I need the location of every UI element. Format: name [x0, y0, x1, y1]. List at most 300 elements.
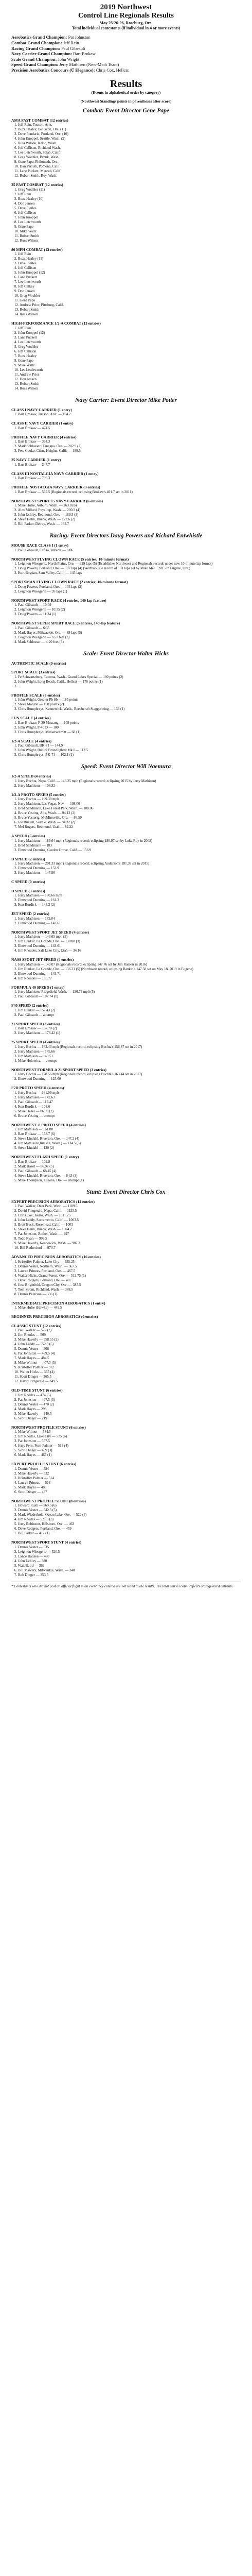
- document-dates: May 25-26-26, Roseburg, Ore.: [99, 21, 153, 26]
- champion-row: [11, 35, 241, 40]
- result-entry: 5. Russ Wilson, Kelso, Wash.: [14, 141, 57, 145]
- result-entry: 7. Lee Letchworth: [14, 280, 41, 284]
- result-entry: 2. Jim Rhodes — 569: [14, 1333, 46, 1337]
- result-entry: 5. Dennis Vester — 506: [14, 1347, 49, 1351]
- result-entry: 2. Jerry Mathison — 176.42 (1): [14, 1031, 60, 1035]
- event-block: [11, 1022, 241, 1036]
- event-block: [11, 1155, 241, 1183]
- event-title: BEGINNER PRECISION AEROBATICS (0 entries): [11, 1314, 98, 1319]
- result-entry: 3. Dennis Vester — 470 (2): [14, 1402, 54, 1406]
- event-title: NORTHWEST SPORT 15 NAVY CARRIER (6 entries): [11, 498, 103, 503]
- result-entry: 1. Greg Wochler (11): [14, 187, 45, 192]
- result-entry: 2. Bart Brokaw — 153.7 (6): [14, 1132, 56, 1136]
- result-entry: 2. Pat Johnston — 407.5 (3): [14, 1397, 55, 1402]
- event-block: [11, 457, 241, 467]
- result-entry: 3. Paul Gibeault — 117.47: [14, 1099, 53, 1104]
- results-note-2: (Northwest Standings points in parentheses after score): [80, 98, 172, 104]
- category-title: Speed: Event Director Will Naemura: [81, 764, 171, 770]
- result-entry: 4. Mark Schlosser — 4:20 feet (3): [14, 639, 64, 644]
- event-block: [11, 774, 241, 788]
- result-entry: 1. Jeff Rein: [14, 252, 31, 256]
- event-title: 25 FAST COMBAT (12 entries): [11, 182, 63, 187]
- event-title: AUTHENTIC SCALE (0 entries): [11, 660, 66, 666]
- event-title: NASS SPORT JET SPEED (4 entries): [11, 957, 74, 962]
- category-title: Racing: Event Directors Doug Powers and Richard Entwhistle: [49, 533, 203, 539]
- result-entry: 1. Mike Hulse (Hawke) — 449.5: [14, 1306, 62, 1310]
- result-entry: 8. Todd Ryan — 999.5: [14, 1236, 47, 1241]
- result-entry: 2. Jerry Mathisen — 145.66: [14, 1049, 55, 1054]
- event-block: [11, 1540, 241, 1578]
- event-title: CLASSIC STUNT (12 entries): [11, 1323, 62, 1328]
- result-entry: 7. Mark Hayes — 484.5: [14, 1356, 49, 1360]
- result-entry: 1. Jerry Buchta, Napa, Calif. — 146.25 mph (Regionals record; eclipsing 2015 by Jerry Mathison): [14, 778, 156, 783]
- event-title: D SPEED (3 entries): [11, 888, 45, 893]
- event-block: [11, 716, 241, 735]
- event-block: [11, 985, 241, 999]
- result-entry: 1. Paul Walker — 577 (2): [14, 1328, 52, 1332]
- result-entry: 2. Elmwood Dunning — 125.00: [14, 1077, 61, 1081]
- event-block: [11, 485, 241, 495]
- result-entry: 10. Lee Letchworth: [14, 367, 43, 372]
- champion-name: Pat Johnston: [67, 35, 91, 40]
- champion-label: Speed Grand Champion:: [11, 62, 59, 67]
- result-entry: 1. Bart Brokaw — 187.70 (2): [14, 1026, 57, 1030]
- result-entry: 12. Don Jensen: [14, 377, 37, 381]
- result-entry: 1. Jerry Mathisen — 180.66 mph: [14, 893, 62, 897]
- event-block: [11, 1067, 241, 1082]
- event-block: [11, 1324, 241, 1384]
- result-entry: 1. Doug Powers, Portland, Ore. — 103 laps (2): [14, 584, 82, 589]
- result-entry: 3. Dave Pondaric, Portland, Ore. (10): [14, 132, 68, 136]
- result-entry: 4. Jerry Fern, Fern-Palmer — 513 (4): [14, 1444, 68, 1448]
- event-block: [11, 471, 241, 481]
- result-entry: 3. Pete Cooke, Citrus Heights, Calif. — 189.5: [14, 449, 81, 453]
- result-entry: 6. Jose Brightfeld, Oregon City, Ore. — 387.5: [14, 1282, 81, 1287]
- result-entry: 4. John Leddy — 552.5 (5): [14, 1342, 54, 1346]
- result-entry: 3. Chris Humphreys, Messerschmitt — 68 (1): [14, 730, 81, 734]
- champion-row: [11, 40, 241, 46]
- result-entry: 1. Jerry Mathison — 189.64 mph (Regionals record; eclipsing 180.97 set by Luke Roy in 2008): [14, 838, 152, 843]
- result-entry: 2. Jerry Mathison — 106.82: [14, 783, 55, 788]
- result-entry: 3. Steve Lindahl, Riverton, Ore. — 147.2 (4): [14, 1137, 79, 1141]
- result-entry: 4. Jim Mathison (Russell, Wash.) — 134.5 (3): [14, 1141, 81, 1145]
- results-title: Results: [110, 78, 142, 90]
- result-entry: 3. Leighton Wiesgerle — 6:57 feet (3): [14, 635, 70, 639]
- event-block: [11, 543, 241, 553]
- event-block: [11, 911, 241, 926]
- result-entry: 2. Doug Powers, Portland, Ore. — 187 laps (4) (Wertrack sue record of 181 laps set by Mike Mel... 2015 in Eugene, Ore.): [14, 566, 190, 570]
- result-entry: 5. Walt Baird — 369: [14, 1563, 45, 1568]
- result-entry: 10. Walter Hicks — 365 (4): [14, 1370, 55, 1374]
- event-block: [11, 693, 241, 712]
- event-block: [11, 739, 241, 758]
- result-entry: 2. John Wright, Long Beach, Calif., Hellcat — 176 points (1): [14, 679, 103, 684]
- result-entry: 2. Mark Hayes, Milwaukie, Ore. — 89 laps (5): [14, 630, 82, 635]
- result-entry: 8. Greg Wochler, Brbnk, Wash.: [14, 155, 60, 159]
- event-title: 21 SPORT SPEED (3 entries): [11, 1021, 60, 1026]
- result-entry: 2. Jim Bunker, La Grande, Ore. — 138.88 (3): [14, 939, 80, 943]
- event-title: ADVANCED PRECISION AEROBATICS (16 entries): [11, 1255, 101, 1259]
- event-block: [11, 1462, 241, 1495]
- event-title: F40 SPEED (2 entries): [11, 1003, 49, 1008]
- result-entry: 4. Jim Rhodes — 521.5 (3): [14, 1517, 54, 1521]
- result-entry: 10. Greg Wochler: [14, 294, 40, 298]
- result-entry: 4. Steve Helm, Buena, Wash. — 172.6 (2): [14, 517, 75, 521]
- champion-row: [11, 62, 241, 67]
- result-entry: 1. Bart Brokaw — 567.5 (Regionals record; eclipsing Brokaw's 491.7 set in 2011): [14, 489, 133, 494]
- document-note: Total individual contestants (if individual in 4 or more events): [71, 26, 181, 31]
- result-entry: 1. Bart Brokaw — 796.3: [14, 476, 50, 480]
- event-title: HIGH-PERFORMANCE 1/2-A COMBAT (13 entries): [11, 321, 101, 326]
- event-block: [11, 1499, 241, 1536]
- event-title: AMA FAST COMBAT (12 entries): [11, 117, 68, 123]
- result-entry: 3. Dave Pierles: [14, 261, 37, 265]
- event-block: [11, 621, 241, 645]
- event-title: EXPERT PROFILE STUNT (6 entries): [11, 1462, 77, 1466]
- result-entry: 2. David Fitzgerald, Napa, Calif. — 1125.5: [14, 1209, 77, 1213]
- result-entry: 1. Mike Wilmot — 584.5: [14, 1430, 51, 1434]
- result-entry: 2. Jim Rhodes, Lake City — 575 (6): [14, 1434, 67, 1438]
- event-block: [11, 421, 241, 431]
- result-entry: 1. Howard Rush — 569.5 (6): [14, 1503, 57, 1507]
- event-block: [11, 930, 241, 954]
- event-title: INTERMEDIATE PRECISION AEROBATICS (1 entry): [11, 1300, 105, 1306]
- event-block: [11, 670, 241, 689]
- result-entry: 2. Elmwood Dunning — 161.3: [14, 898, 59, 902]
- result-entry: 2. John Knoppel (12): [14, 330, 45, 335]
- champions-list: [11, 35, 241, 73]
- event-block: [11, 857, 241, 876]
- result-entry: 1. Bart Brokaw — 102.8: [14, 1159, 50, 1164]
- event-title: 1/2-A SCALE (4 entries): [11, 738, 52, 743]
- result-entry: 3. Kurt Bogdan, Sant Valley, Calif. — 145 laps: [14, 571, 82, 575]
- result-entry: 2. Jeff Rein: [14, 192, 31, 196]
- event-title: A SPEED (5 entries): [11, 834, 45, 838]
- result-entry: 6. Joe Russell, Seattle, Wash. — 84.32 (2): [14, 820, 75, 824]
- result-entry: 5. Mike Hazel — 86.96 (2): [14, 1109, 54, 1113]
- event-block: [11, 499, 241, 527]
- result-entry: 1. Paul Walker, Deer Park, Wash. — 1109.5: [14, 1204, 78, 1208]
- result-entry: 8. Lee Letchworth: [14, 219, 41, 224]
- result-entry: 3. John Uchley, Redmond, Ore. — 189.5 (3): [14, 513, 79, 517]
- document-title: 2019 Northwest: [100, 3, 152, 11]
- result-entry: 1. Jerry Buchta — 163.43 mph (Regionals record, eclipsing Buchta's 156.87 set in 2017): [14, 1044, 142, 1049]
- result-entry: 3. Mark Wiederhold, Ocean Lake, Ore. — 522 (4): [14, 1513, 87, 1517]
- result-entry: 9. Gene Pape, Philomath, Ore.: [14, 160, 59, 164]
- event-block: [11, 1425, 241, 1458]
- result-entry: 2. Buzz Healey, Pentacon, Ore. (11): [14, 127, 66, 131]
- result-entry: 2. John Wright, Bristol Brondlighter Mk.I — 112.5: [14, 748, 88, 752]
- footnote: * Contestants who did not post an official flight in an event they entered are not listed in the results. The total entries count reflects all registered entrants.: [11, 1582, 241, 1589]
- champion-row: [11, 46, 241, 52]
- result-entry: 9. Kristoffer Palmer — 372: [14, 1365, 55, 1369]
- result-entry: 6. Scott Dinger — 437: [14, 1489, 47, 1494]
- result-entry: 2. Leighton Wiesgerle — 10:35 (2): [14, 607, 65, 612]
- result-entry: 1. Dennis Vester — 535: [14, 1545, 49, 1549]
- champion-name: John Wright: [57, 56, 80, 62]
- event-block: [11, 792, 241, 830]
- results-header: [11, 78, 241, 104]
- result-entry: 3. Paul Gibeault — 68.45 (4): [14, 1168, 57, 1173]
- result-entry: 4. Mark Hayes — 298: [14, 1406, 47, 1411]
- result-entry: 8. Gene Pape: [14, 358, 34, 363]
- result-entry: 7. Bob Dinger — 353.5: [14, 1572, 49, 1577]
- result-entry: 8. Dennis Peterson — 356 (1): [14, 1292, 58, 1296]
- result-entry: 4. Jeff Callison: [14, 266, 37, 270]
- champion-label: Combat Grand Champion:: [11, 40, 62, 45]
- event-title: OLD-TIME STUNT (6 entries): [11, 1388, 63, 1393]
- result-entry: 7. Pat Johnston, Bothel, Wash. — 997: [14, 1232, 69, 1236]
- result-entry: 2. Steve Monton — 168 points (2): [14, 702, 64, 706]
- result-entry: 1. Fe Schwartzberg, Tacoma, Wash., Grand Lakes Special — 190 points (2): [14, 674, 123, 679]
- result-entry: 3. Chris Humphreys, BK-71 — 102.1 (1): [14, 753, 74, 757]
- result-entry: 4. Lee Letchworth: [14, 340, 41, 344]
- event-title: SPORT SCALE (3 entries): [11, 670, 56, 674]
- result-entry: 6. Scott Dinger — 219: [14, 1416, 47, 1420]
- result-entry: 6. Bill Mawery, Milwaukie, Wash. — 340: [14, 1568, 75, 1572]
- result-entry: 1. Jerry Mathison — 143.65 mph (5): [14, 935, 68, 939]
- result-entry: 5. Steve Lindahl — 130 (2): [14, 1146, 54, 1150]
- result-entry: 4. John Uchley — 380: [14, 1558, 47, 1563]
- result-entry: 1. Bart Brokaw, P-39 Mustang — 109 points: [14, 720, 79, 725]
- result-entry: 3. Brad Sandmann, Lake Forest Park, Wash. — 108.06: [14, 806, 94, 810]
- result-entry: 4. John Knoppel, Seattle, Wash. (9): [14, 137, 66, 141]
- result-entry: 2. Jerry Mathisen — 142.63: [14, 1095, 55, 1099]
- result-entry: 12. Robert Smith, Boy, Wash.: [14, 174, 58, 178]
- champion-label: Navy Carrier Grand Champion:: [11, 51, 73, 57]
- result-entry: 1. Jerry Buchta — 161.09 mph: [14, 1090, 59, 1095]
- result-entry: 3. ...: [14, 684, 21, 688]
- result-entry: 3. Doug Powers — 11:34 (1): [14, 612, 57, 616]
- result-entry: 4. Jim Rhoades, Salt Lake City, Utah — 34.16: [14, 948, 81, 953]
- event-title: D SPEED (2 entries): [11, 856, 45, 861]
- event-block: [11, 834, 241, 853]
- event-block: [11, 1301, 241, 1311]
- result-entry: 11. Lane Puckett, Merced, Calif.: [14, 169, 62, 173]
- result-entry: 1. Leighton Wiesgerle, North Plains, Ore. — 229 laps (5) (Establishes Northwest and Regionals records under new 10-minute lap format): [14, 562, 213, 566]
- event-title: EXPERT PRECISION AEROBATICS (14 entries): [11, 1199, 95, 1204]
- result-entry: 3. Chris Humphreys, Kennewick, Wash., Beechcraft Staggerwing — 136 (1): [14, 707, 125, 711]
- result-entry: 3. Pat Johnston — 557.5: [14, 1439, 50, 1443]
- event-block: [11, 1040, 241, 1063]
- result-entry: 6. Jeff Callison, Richland Wash.: [14, 146, 61, 150]
- result-entry: 5. Dave Pierles: [14, 206, 37, 210]
- event-title: PROFILE SCALE (3 entries): [11, 692, 60, 698]
- result-entry: 5. John Knoppel (12): [14, 270, 45, 275]
- event-title: 25 SPORT SPEED (4 entries): [11, 1040, 60, 1044]
- champion-name: Bart Brokaw: [72, 51, 96, 57]
- result-entry: 7. Tom Strom, Richland, Wash. — 388.5: [14, 1287, 73, 1292]
- categories: [11, 108, 241, 1578]
- result-entry: 5. Mike Thompson, Eugene, Ore. — attempt (1): [14, 1178, 84, 1182]
- result-entry: 6. Bruce Yosting — attempt: [14, 1113, 55, 1118]
- result-entry: 5. Brett Buck, Rosemead, Calif. — 1003: [14, 1223, 73, 1227]
- result-entry: 2. Elmwood Dunning — 143.61: [14, 921, 61, 925]
- result-entry: 2. Leighton Wiesgerle — 520.5: [14, 1549, 60, 1554]
- event-block: [11, 879, 241, 885]
- result-entry: 3. Chris Cox, Kelso, Wash. — 1011.25: [14, 1213, 70, 1217]
- event-block: [11, 1003, 241, 1018]
- result-entry: 1. Jerry Mathison — 149.07 (Regionals record, eclipsing 147.76 set by Jim Rankin in 2016): [14, 962, 147, 967]
- result-entry: 5. Scott Dinger — 469 (3): [14, 1448, 52, 1452]
- result-entry: 3. Jim Mathison — 143.51: [14, 1054, 53, 1058]
- result-entry: 7. Lee Letchworth, Selah, Calif.: [14, 150, 61, 155]
- result-entry: 1. Jim Bunker — 157.43 (2): [14, 1008, 56, 1012]
- event-title: 80 MPH COMBAT (12 entries): [11, 247, 63, 252]
- result-entry: 4. Bruce Yosting, Alta, Wash. — 94.12 (2): [14, 811, 76, 815]
- event-block: [11, 557, 241, 576]
- result-entry: 1. Jim Mathison — 161.88: [14, 1127, 53, 1131]
- result-entry: 1. Jerry Mathisen, Ridgefield, Wash. — 136.73 mph (5): [14, 990, 95, 994]
- champion-name: Paul Gibeault: [60, 45, 85, 51]
- result-entry: 1. Paul Gibeault — 10:09: [14, 603, 51, 607]
- event-block: [11, 889, 241, 908]
- event-title: NORTHWEST FORMULA 21 SPORT SPEED (3 entries): [11, 1067, 107, 1072]
- result-entry: 1. Bart Brokaw — 474.5: [14, 426, 50, 430]
- result-entry: 1. Jerry Buchta — 109.38 mph: [14, 797, 59, 801]
- event-block: [11, 182, 241, 243]
- result-entry: 1. Jerry Mathisen — 179.04: [14, 916, 55, 921]
- event-title: CLASS I NAVY CARRIER (1 entry): [11, 407, 72, 412]
- category-title: Combat: Event Director Gene Pape: [82, 107, 169, 114]
- result-entry: 3. Jerry Mathison — 147.90: [14, 871, 55, 875]
- event-title: CLASS II NAVY CARRIER (1 entry): [11, 421, 74, 426]
- champion-name: Chris Cox, Hellcat: [95, 67, 129, 73]
- event-block: [11, 1086, 241, 1118]
- event-title: C SPEED (0 entries): [11, 879, 45, 884]
- result-entry: 1. Jerry Mathison — 201.33 mph (Regionals record; eclipsing Anderson's 181.39 set in 2015): [14, 861, 150, 866]
- result-entry: 3. Elmwood Dunning, Garden Grove, Calif. — 156.9: [14, 848, 92, 852]
- event-block: [11, 661, 241, 666]
- champion-name: Jerry Mathisen (New-Math Team): [58, 62, 119, 67]
- result-entry: 13. Robert Smith: [14, 381, 40, 386]
- result-entry: 5. Jerry Robinson, Hillsboro, Ore. — 463: [14, 1522, 75, 1526]
- champion-label: Scale Grand Champion:: [11, 56, 57, 62]
- event-block: [11, 1255, 241, 1297]
- result-entry: 7. Bill Parker — 412 (1): [14, 1531, 50, 1535]
- result-entry: 7. John Knoppel: [14, 215, 39, 219]
- result-entry: 5. Mark Hayes — 480: [14, 1485, 47, 1489]
- result-entry: 5. Greg Wochler: [14, 344, 39, 349]
- result-entry: 4. Lauren Prineas — 513: [14, 1480, 51, 1485]
- result-entry: 5. Bruce Yosterig, McMinnville, Ore. — 86.59: [14, 816, 82, 820]
- result-entry: 6. Lane Puckett: [14, 275, 37, 279]
- result-entry: 3. Lance Hansen — 480: [14, 1554, 49, 1558]
- result-entry: 1. Kristoffer Palmer, Lake City — 555.25: [14, 1259, 75, 1264]
- result-entry: 2. Elmwood Dunning — 153.9: [14, 866, 59, 870]
- result-entry: 2. John Wright, P-40 D — 100: [14, 725, 59, 730]
- result-entry: 4. Steve Lindahl, Riverton, Ore. — 64.5 (3): [14, 1173, 78, 1178]
- event-block: [11, 957, 241, 981]
- result-entry: 3. Elmwood Dunning — 143.71: [14, 971, 61, 976]
- result-entry: 9. Gene Pape: [14, 224, 34, 229]
- result-entry: 8. Mike Wilmot — 407.5 (5): [14, 1361, 56, 1365]
- result-entry: 2. Brad Sandmann — 183: [14, 843, 52, 848]
- result-entry: 12. David Fitzgerald — 349.5: [14, 1379, 58, 1383]
- result-entry: 2. Buzz Healey (11): [14, 257, 44, 261]
- result-entry: 1. Jeff Rein: [14, 326, 31, 330]
- event-title: SPORTSMAN FLYING CLOWN RACE (2 entries; 10-minute format): [11, 580, 128, 584]
- champion-label: Racing Grand Champion:: [11, 45, 60, 51]
- event-block: [11, 1388, 241, 1421]
- result-entry: 9. Mike Haverly, Kennewick, Wash. — 987.3: [14, 1241, 80, 1245]
- event-title: 1/2-A PROTO SPEED (5 entries): [11, 792, 66, 797]
- result-entry: 1. Jeff Rein, Tucson, Ariz.: [14, 123, 52, 127]
- event-title: 1/2-A SPEED (4 entries): [11, 774, 51, 778]
- result-entry: 11. Scott Dinger — 365.5: [14, 1375, 52, 1379]
- result-entry: 1. Jerry Buchta — 178.56 mph (Regionals record, eclipsing Buchta's 163.44 set in 2017): [14, 1072, 142, 1076]
- event-title: NORTHWEST PROFILE STUNT (8 entries): [11, 1498, 86, 1503]
- event-block: [11, 598, 241, 617]
- event-title: JET SPEED (2 entries): [11, 911, 49, 916]
- event-title: F2D PROTO SPEED (4 entries): [11, 1086, 64, 1090]
- result-entry: 7. Mel Rogers, Redmond, Utah — 82.22: [14, 825, 73, 829]
- event-title: FUN SCALE (4 entries): [11, 716, 51, 720]
- event-block: [11, 118, 241, 179]
- event-block: [11, 435, 241, 454]
- event-block: [11, 1314, 241, 1319]
- result-entry: 1. Paul Gibeault, BK-71 — 144.9: [14, 743, 63, 748]
- result-entry: 3. Buzz Healey (10): [14, 196, 44, 201]
- event-block: [11, 321, 241, 391]
- result-entry: 2. Paul Gibeault — attempt: [14, 1012, 54, 1017]
- result-entry: 4. Don Jensen: [14, 201, 35, 206]
- champion-label: Aerobatics Grand Champion:: [11, 35, 67, 40]
- result-entry: 4. Jim Rhoades — 135.77: [14, 976, 52, 980]
- result-entry: 10. Bill Rutherford — 970.7: [14, 1246, 56, 1250]
- result-entry: 6. Jeff Callison: [14, 349, 37, 353]
- champion-label: Precision Aerobatics Concours (Ü Elegance):: [11, 67, 95, 73]
- result-entry: 6. Mark Hayes — 465 (1): [14, 1453, 52, 1457]
- result-entry: 1. John Wright, Greater Pb Sb — 185 points: [14, 698, 79, 702]
- event-title: NORTHWEST SPORT JET SPEED (4 entries): [11, 929, 89, 935]
- result-entry: 3. Elmwood Dunning — 143.01: [14, 944, 61, 948]
- result-entry: 2. Jim Bunker, La Grande, Ore. — 136.21 (5) (Northwest record, eclipsing Rankin's 147.58 set on May 18, 2019 in Eugene): [14, 967, 193, 971]
- result-entry: 9. Don Jensen: [14, 289, 35, 293]
- champion-row: [11, 67, 241, 73]
- champion-row: [11, 51, 241, 57]
- event-title: PROFILE NAVY CARRIER (4 entries): [11, 434, 77, 439]
- result-entry: 10. Dan Parrish, Pomona, Calif.: [14, 164, 61, 168]
- result-entry: 14. Russ Wilson: [14, 312, 38, 316]
- event-title: PROFILE NOSTALGIA NAVY CARRIER (3 entries): [11, 485, 100, 489]
- document-header: [11, 3, 241, 30]
- result-entry: 5. Mike Haverly — 240.5: [14, 1411, 52, 1416]
- result-entry: 6. Jeff Callison: [14, 210, 37, 215]
- champion-row: [11, 57, 241, 62]
- result-entry: 2. Jerry Mathison, Las Vegas, Nev. — 108.06: [14, 802, 80, 806]
- event-block: [11, 1199, 241, 1251]
- result-entry: 4. John Leddy, Sacramento, Calif. — 1003.5: [14, 1218, 79, 1222]
- result-entry: 3. Mike Haverly — 558.55 (2): [14, 1337, 59, 1342]
- result-entry: 4. Ken Burdick — 108.6: [14, 1104, 50, 1109]
- category-title: Scale: Event Director Walter Hicks: [83, 650, 169, 657]
- result-entry: 6. Pat Johnston — 489.5 (4): [14, 1351, 55, 1355]
- result-entry: 12. Andrew Prior, Pittsburg, Calif.: [14, 303, 64, 307]
- result-entry: 11. Gene Pape: [14, 298, 35, 302]
- result-entry: 8. Jeff Calkey: [14, 284, 34, 289]
- event-title: NORTHWEST .8 PROTO SPEED (4 entries): [11, 1122, 86, 1127]
- event-block: [11, 408, 241, 417]
- result-entry: 6. Dave Rodgers, Portland, Ore. — 459: [14, 1527, 71, 1531]
- result-entry: 1. Paul Gibeault — 6:35: [14, 625, 50, 630]
- result-entry: 7. Buzz Healey: [14, 353, 37, 358]
- result-entry: 11. Andrew Prior: [14, 372, 40, 377]
- event-title: FORMULA 40 SPEED (1 entry): [11, 985, 65, 990]
- result-entry: 10. Mike Waltz: [14, 229, 37, 233]
- result-entry: 5. Dave Rodgers, Portland, Ore. — 407: [14, 1278, 71, 1282]
- result-entry: 1. Bart Brokaw, Tucson, Ariz. — 194.2: [14, 412, 71, 416]
